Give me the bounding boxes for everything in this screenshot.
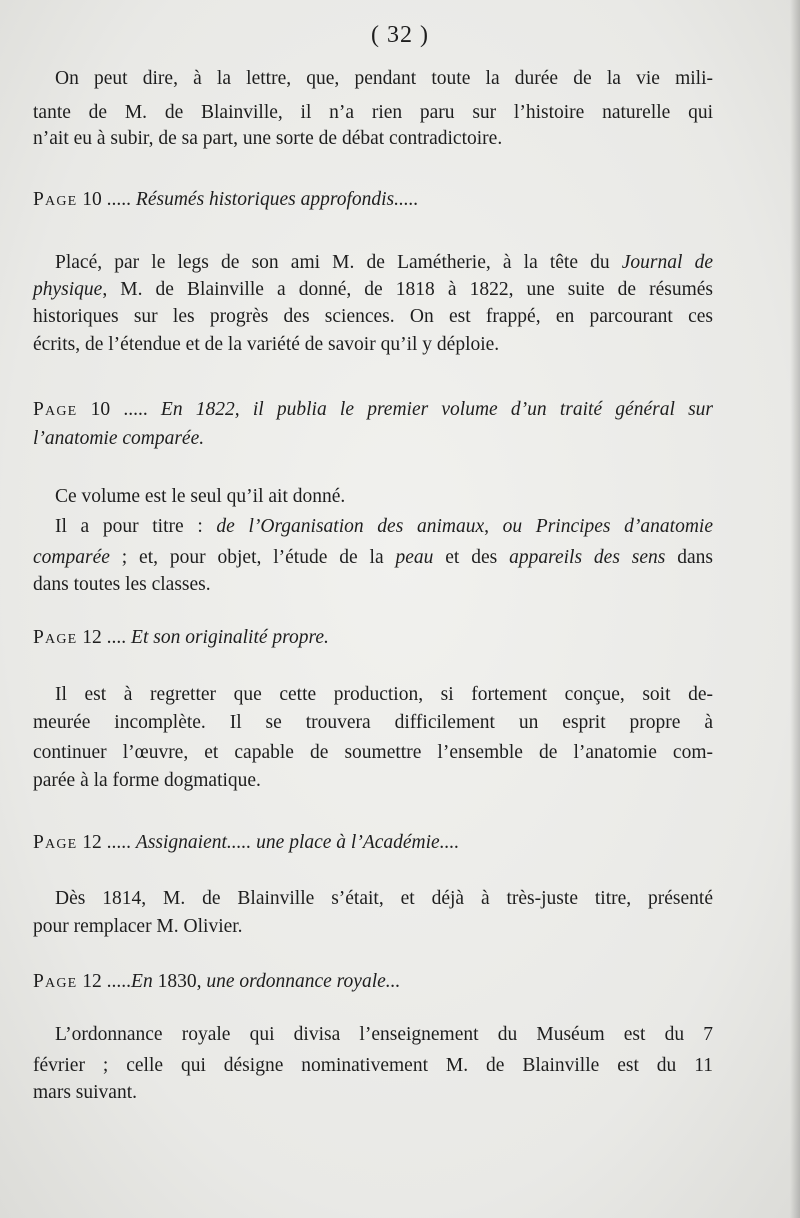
quoted-text: En 1822, il publia le premier volume d’un traité général sur xyxy=(160,399,714,420)
paragraph-4-line-1 xyxy=(55,512,713,542)
leader-dots: ..... xyxy=(123,399,148,420)
page-ref-number: 10 xyxy=(90,399,111,420)
page-label: Page xyxy=(33,627,78,648)
italic-term: appareils des sens xyxy=(509,547,666,568)
page-reference-heading-2 xyxy=(33,395,713,425)
leader-dots: ..... xyxy=(106,971,132,992)
text-run: Il a pour titre : xyxy=(55,516,217,537)
paragraph-5-line-4: parée à la forme dogmatique. xyxy=(33,770,261,791)
italic-term: peau xyxy=(395,547,434,568)
paragraph-6-line-2: pour remplacer M. Olivier. xyxy=(33,916,243,937)
text-run: Placé, par le legs de son ami M. de Lamétherie, à la tête du xyxy=(55,252,622,273)
quoted-text: Et son originalité propre. xyxy=(131,627,329,648)
page-reference-heading-4 xyxy=(33,828,459,858)
paragraph-3: Ce volume est le seul qu’il ait donné. xyxy=(55,486,346,507)
paragraph-5-line-2: meurée incomplète. Il se trouvera difficilement un esprit propre à xyxy=(33,712,713,733)
page-ref-number: 12 xyxy=(82,971,102,992)
paragraph-7-line-2: février ; celle qui désigne nominativement M. de Blainville est du 11 xyxy=(33,1055,713,1076)
journal-title-italic: Journal de xyxy=(621,252,713,273)
book-title-italic: comparée xyxy=(33,547,110,568)
page-label: Page xyxy=(33,399,78,420)
book-title-italic: ou Principes d’anatomie xyxy=(502,516,713,537)
paragraph-2-line-1 xyxy=(55,248,713,278)
text-run: et des xyxy=(433,547,510,568)
paragraph-5-line-3: continuer l’œuvre, et capable de soumettre l’ensemble de l’anatomie com- xyxy=(33,742,713,763)
page-label: Page xyxy=(33,971,78,992)
paragraph-2-line-3: historiques sur les progrès des sciences. On est frappé, en parcourant ces xyxy=(33,306,713,327)
page-reference-heading-3 xyxy=(33,623,329,653)
paragraph-7-line-1: L’ordonnance royale qui divisa l’enseignement du Muséum est du 7 xyxy=(55,1024,713,1045)
text-run: , M. de Blainville a donné, de 1818 à 1822, une suite de résumés xyxy=(102,279,713,300)
page-label: Page xyxy=(33,832,78,853)
page-reference-heading-2-line-2: l’anatomie comparée. xyxy=(33,428,205,449)
quoted-text: En xyxy=(131,971,153,992)
paragraph-6-line-1: Dès 1814, M. de Blainville s’était, et déjà à très-juste titre, présenté xyxy=(55,888,713,909)
paragraph-4-line-2 xyxy=(33,543,713,573)
paragraph-1-line-3: n’ait eu à subir, de sa part, une sorte de débat contradictoire. xyxy=(33,128,503,149)
page-reference-heading-1 xyxy=(33,185,419,215)
paragraph-4-line-3: dans toutes les classes. xyxy=(33,574,211,595)
page-label: Page xyxy=(33,189,78,210)
text-run: ; et, pour objet, l’étude de la xyxy=(109,547,396,568)
page-number: ( 32 ) xyxy=(371,22,429,48)
journal-title-italic: physique xyxy=(33,279,103,300)
leader-dots: ..... xyxy=(106,189,132,210)
paragraph-5-line-1: Il est à regretter que cette production, si fortement conçue, soit de- xyxy=(55,684,713,705)
paragraph-2-line-4: écrits, de l’étendue et de la variété de savoir qu’il y déploie. xyxy=(33,334,500,355)
quoted-text: Résumés historiques approfondis..... xyxy=(135,189,419,210)
paragraph-1-line-2: tante de M. de Blainville, il n’a rien paru sur l’histoire naturelle qui xyxy=(33,102,713,123)
page-ref-number: 10 xyxy=(82,189,102,210)
leader-dots: ..... xyxy=(106,832,132,853)
text-run: dans xyxy=(665,547,713,568)
text-run: , xyxy=(484,516,503,537)
paragraph-7-line-3: mars suivant. xyxy=(33,1082,137,1103)
leader-dots: .... xyxy=(106,627,127,648)
page-ref-number: 12 xyxy=(82,832,102,853)
year: 1830, xyxy=(152,971,207,992)
page-edge-shadow xyxy=(790,0,800,1218)
page-reference-heading-5 xyxy=(33,967,400,997)
page-ref-number: 12 xyxy=(82,627,102,648)
quoted-text: Assignaient..... une place à l’Académie.... xyxy=(135,832,460,853)
quoted-text: une ordonnance royale... xyxy=(206,971,401,992)
paragraph-2-line-2 xyxy=(33,275,713,305)
paragraph-1-line-1: On peut dire, à la lettre, que, pendant toute la durée de la vie mili- xyxy=(55,68,713,89)
book-title-italic: de l’Organisation des animaux xyxy=(216,516,485,537)
